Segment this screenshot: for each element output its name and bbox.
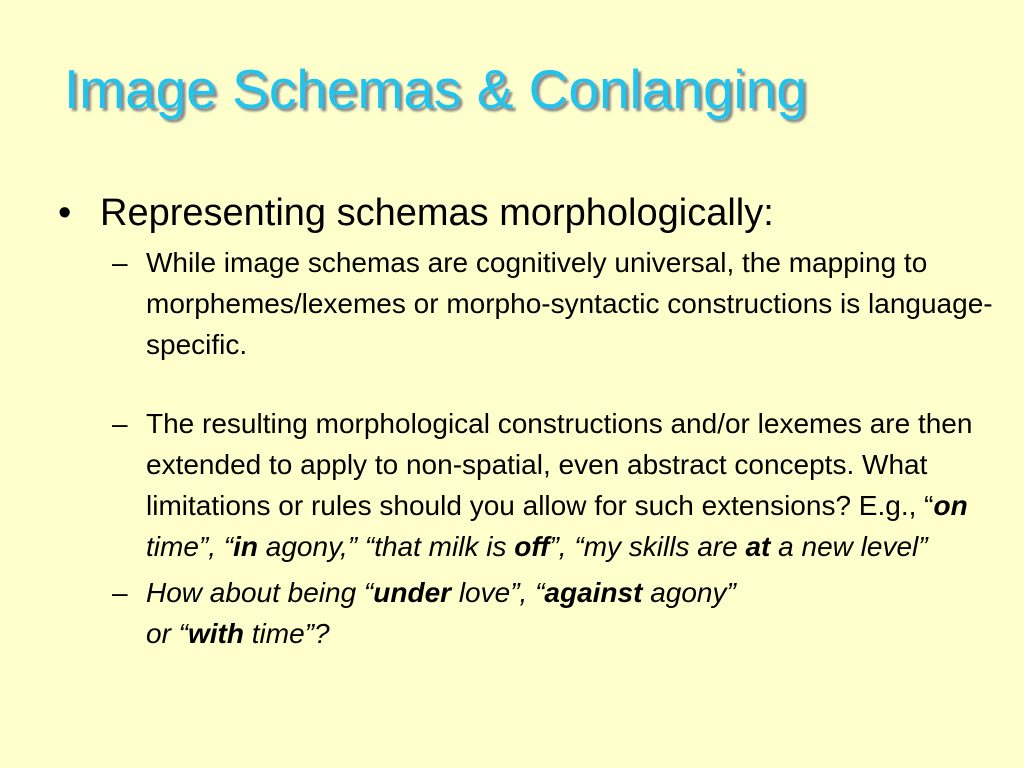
sub-bullet-text xyxy=(146,403,996,567)
example-with: with xyxy=(188,618,244,649)
question-text-b: love”, “ xyxy=(451,577,545,608)
question-text-c: agony” xyxy=(642,577,736,608)
extensions-text-d: ”, “my skills are xyxy=(549,531,746,562)
bullet-icon: • xyxy=(58,192,72,234)
question-text-e: time”? xyxy=(244,618,330,649)
extensions-text-a: The resulting morphological constructions and/or lexemes are then extended to apply to non-spatial, even abstract concepts. What limitations or rules should you allow for such extensions? E.g., “ xyxy=(146,408,973,521)
example-off: off xyxy=(514,531,550,562)
dash-icon: – xyxy=(112,408,128,439)
extensions-text-e: a new level” xyxy=(770,531,928,562)
question-text-a: How about being “ xyxy=(146,577,374,608)
dash-icon: – xyxy=(112,247,128,278)
example-on: on xyxy=(933,490,968,521)
sub-bullet-text: While image schemas are cognitively universal, the mapping to morphemes/lexemes or morpho-syntactic constructions is language-specific. xyxy=(146,247,993,360)
question-text-d: or “ xyxy=(146,618,188,649)
main-bullet xyxy=(58,190,1008,236)
dash-icon: – xyxy=(112,577,128,608)
extensions-text-c: agony,” “that milk is xyxy=(258,531,515,562)
sub-bullet-question xyxy=(112,572,1008,654)
example-in: in xyxy=(233,531,258,562)
main-bullet-text: Representing schemas morphologically: xyxy=(100,192,774,234)
example-at: at xyxy=(745,531,771,562)
slide-content xyxy=(58,190,1008,654)
sub-bullet-universal-mapping xyxy=(112,242,1008,365)
example-under: under xyxy=(373,577,452,608)
sub-bullet-text xyxy=(146,572,996,654)
example-against: against xyxy=(544,577,643,608)
sub-bullet-list xyxy=(58,242,1008,654)
extensions-text-b: time”, “ xyxy=(146,531,234,562)
slide-title: Image Schemas & Conlanging xyxy=(64,58,807,120)
sub-bullet-extensions xyxy=(112,403,1008,567)
